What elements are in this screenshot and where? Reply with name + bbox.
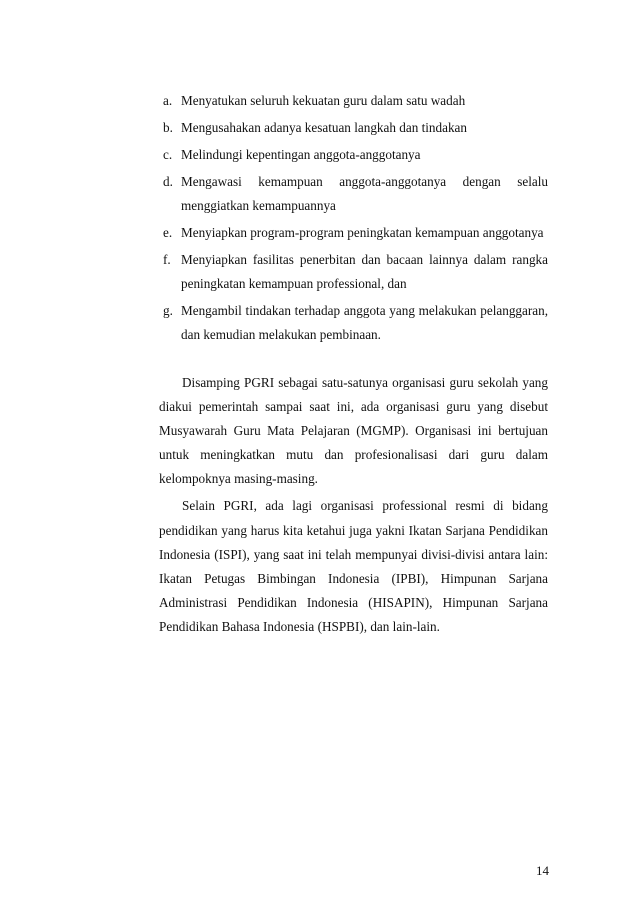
list-marker: g.: [163, 303, 173, 318]
list-marker: a.: [163, 93, 173, 108]
list-item-text: Menyiapkan program-program peningkatan kemampuan anggotanya: [181, 225, 544, 240]
paragraph-mgmp: Disamping PGRI sebagai satu-satunya organisasi guru sekolah yang diakui pemerintah sampai saat ini, ada organisasi guru yang disebut Musyawarah Guru Mata Pelajaran (MGMP). Organisasi ini bertujuan untuk meningkatkan mutu dan profesionalisasi dari guru dalam kelompoknya masing-masing.: [159, 375, 548, 487]
list-item: [163, 299, 548, 347]
paragraph-ispi: Selain PGRI, ada lagi organisasi professional resmi di bidang pendidikan yang harus kita ketahui juga yakni Ikatan Sarjana Pendidikan Indonesia (ISPI), yang saat ini telah mempunyai divisi-divisi antara lain: Ikatan Petugas Bimbingan Indonesia (IPBI), Himpunan Sarjana Administrasi Pendidikan Indonesia (HISAPIN), Himpunan Sarjana Pendidikan Bahasa Indonesia (HSPBI), dan lain-lain.: [159, 498, 548, 634]
list-item-text: Melindungi kepentingan anggota-anggotanya: [181, 147, 421, 162]
list-item: [163, 170, 548, 218]
list-item-text: Menyatukan seluruh kekuatan guru dalam satu wadah: [181, 93, 466, 108]
list-item: [163, 248, 548, 296]
list-item-text: Menyiapkan fasilitas penerbitan dan bacaan lainnya dalam rangka peningkatan kemampuan professional, dan: [181, 252, 548, 291]
list-item: [163, 89, 548, 113]
list-marker: c.: [163, 147, 173, 162]
page-number: 14: [536, 863, 549, 878]
list-marker: d.: [163, 174, 173, 189]
body-text: [159, 371, 548, 642]
list-item-text: Mengusahakan adanya kesatuan langkah dan tindakan: [181, 120, 467, 135]
list-marker: f.: [163, 252, 171, 267]
numbered-list: [163, 89, 548, 350]
list-item-text: Mengambil tindakan terhadap anggota yang melakukan pelanggaran, dan kemudian melakukan pembinaan.: [181, 303, 548, 342]
list-item: [163, 221, 548, 245]
list-marker: e.: [163, 225, 173, 240]
list-marker: b.: [163, 120, 173, 135]
list-item-text: Mengawasi kemampuan anggota-anggotanya dengan selalu menggiatkan kemampuannya: [181, 174, 548, 213]
list-item: [163, 143, 548, 167]
list-item: [163, 116, 548, 140]
